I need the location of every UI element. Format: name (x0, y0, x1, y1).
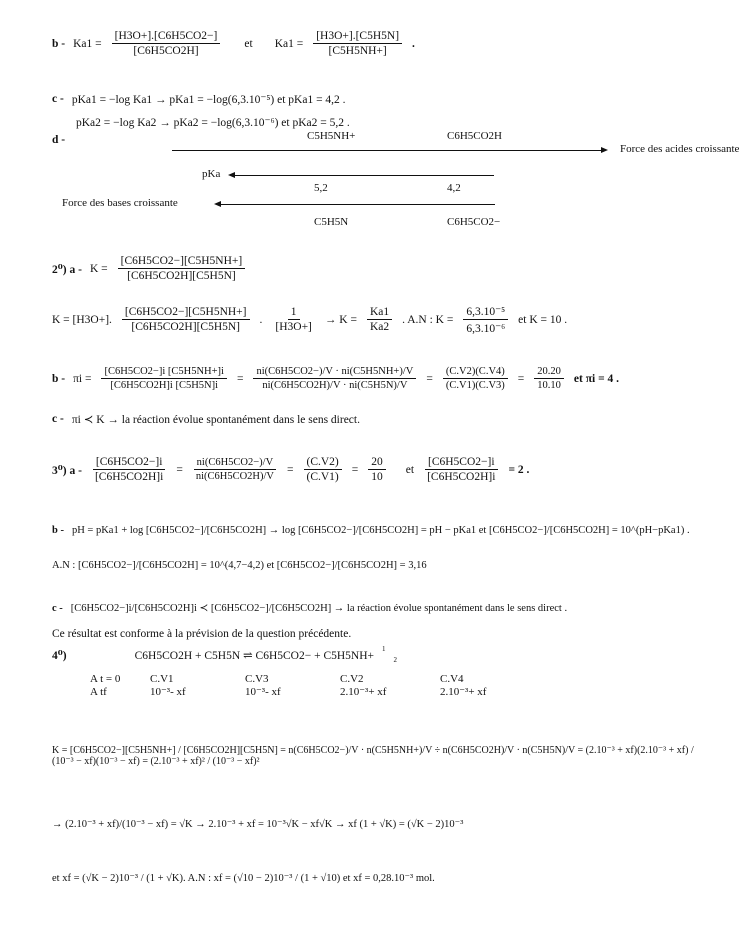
pi-fraction (101, 366, 226, 391)
base-strength-arrow (220, 204, 495, 205)
q4-sqrt-line (52, 818, 700, 830)
ka-ratio-den: Ka2 (369, 321, 390, 333)
pka-axis-label: pKa (202, 168, 221, 180)
question-label: 2⁰) a - (52, 263, 82, 276)
table-cell: C.V2 (340, 672, 364, 685)
pi-result: et πi = 4 . (573, 372, 620, 385)
pka1-text: pKa1 = −log Ka1 → pKa1 = −log(6,3.10⁻⁵) et pKa1 = 4,2 . (71, 94, 346, 106)
q3-ratio-fraction-2 (424, 456, 498, 483)
q3-val-den: 10 (371, 471, 383, 483)
part-label: b - (52, 372, 66, 385)
pi-moles-num: ni(C6H5CO2−)/V · ni(C5H5NH+)/V (253, 366, 416, 379)
q4-k-expression (52, 745, 712, 767)
table-cell: A t = 0 (90, 672, 121, 685)
base-strength-caption: Force des bases croissante (62, 197, 178, 209)
q4-equation (135, 648, 374, 662)
part-label: c - (52, 413, 64, 425)
part-label: c - (52, 93, 64, 105)
et-connector: et (244, 37, 253, 50)
pi-val-fraction (534, 366, 564, 391)
k2-an-fraction (463, 304, 508, 335)
ka-ratio (367, 306, 392, 333)
q3-val-fraction (368, 456, 386, 483)
k2-lhs: K = [H3O+]. (52, 313, 112, 326)
ka1-lhs: Ka1 = (73, 37, 102, 50)
q2a-k-derivation (52, 304, 700, 335)
acid-strength-caption: Force des acides croissante (620, 143, 739, 155)
q4-equation-text: C6H5CO2H + C5H5N ⇌ C6H5CO2− + C5H5NH+ (134, 650, 375, 662)
q3-moles-fraction (193, 457, 277, 482)
base-right-label: C6H5CO2− (447, 216, 501, 228)
pka1-line (52, 92, 700, 106)
table-cell: A tf (90, 685, 107, 698)
table-cell: 10⁻³- xf (150, 686, 186, 698)
ka1-denominator: [C6H5CO2H] (133, 45, 199, 57)
part-label: c - (52, 602, 63, 614)
pi-val-den: 10.10 (537, 380, 561, 391)
k2-an-label: . A.N : K = (402, 313, 454, 326)
q4-k-text: K = [C6H5CO2−][C5H5NH+] / [C6H5CO2H][C5H5N] = n(C6H5CO2−)/V · n(C5H5NH+)/V ÷ n(C6H5CO2H)/V · n(C5H5N)/V = (2.10⁻³ + xf)(2.10⁻³ + xf) / (10⁻³ − xf)(10⁻³ − xf) = (2.10⁻³ + xf)² / (10⁻³ − xf)² (52, 745, 694, 767)
pi-cv-fraction (443, 366, 508, 391)
table-cell: 2.10⁻³+ xf (340, 686, 387, 698)
ka2-lhs: Ka1 = (274, 37, 304, 50)
pka-value-left: 5,2 (314, 182, 328, 194)
pka-value-right: 4,2 (447, 182, 461, 194)
table-cell: C.V4 (440, 672, 464, 685)
pi-val-num: 20.20 (534, 366, 564, 379)
q3-conclusion-text: Ce résultat est conforme à la prévision de la question précédente. (52, 628, 352, 640)
q4-final-text: et xf = (√K − 2)10⁻³ / (1 + √K). A.N : xf = (√10 − 2)10⁻³ / (1 + √10) et xf = 0,28.10⁻³ mol. (52, 873, 435, 884)
q3c-text: [C6H5CO2−]i/[C6H5CO2H]i ≺ [C6H5CO2−]/[C6H5CO2H] → la réaction évolue spontanément dans le sens direct . (70, 603, 568, 614)
ka1-numerator: [H3O+].[C6H5CO2−] (112, 30, 221, 44)
pi-cv-den: (C.V1)(C.V3) (445, 380, 505, 391)
q2a-k-def (52, 255, 700, 282)
q3a: 3⁰) a - $\frac{[C6H5CO2-]i}{[C6H5CO2H]i}$ = $\frac{ni(C6H5CO2-)/V}{ni(C6H5CO2H)/V}$ = $\frac{(C.V2)}{(C.V1)}$ = $\frac{20}{10}$ et $\frac{[C6H5CO2-]i}{[C6H5CO2H]i}$ = 2 . (52, 456, 530, 483)
q3b (52, 525, 700, 536)
base-left-label: C5H5N (314, 216, 349, 228)
q3-cv-num: (C.V2) (304, 456, 342, 470)
pi-moles-den: ni(C6H5CO2H)/V · ni(C5H5N)/V (262, 380, 408, 391)
pi-moles-fraction (253, 366, 416, 391)
q3-ratio-den: [C6H5CO2H]i (94, 471, 164, 483)
q3-ratio-den-2: [C6H5CO2H]i (427, 471, 496, 483)
ka1-fraction (112, 30, 221, 57)
table-row (90, 685, 560, 698)
k-result: et K = 10 . (518, 313, 568, 326)
pka2-text: pKa2 = −log Ka2 → pKa2 = −log(6,3.10⁻⁶) et pKa2 = 5,2 . (76, 117, 350, 129)
pka-axis (234, 175, 494, 176)
q3-ratio-num: [C6H5CO2−]i (93, 456, 166, 470)
table-cell: 2.10⁻³+ xf (440, 686, 487, 698)
q4-arrow-top: 1 (382, 645, 386, 653)
q3-ratio-num-2: [C6H5CO2−]i (425, 456, 498, 470)
q4-final-line (52, 872, 700, 884)
q3-cv-den: (C.V1) (306, 471, 339, 483)
q4-arrow-bottom: 2 (393, 656, 398, 664)
part-label: b - (52, 525, 64, 536)
k2-fraction (122, 306, 250, 333)
k2-dot: . (259, 313, 263, 326)
k2-arrow: → K = (324, 313, 357, 326)
k-denominator: [C6H5CO2H][C5H5N] (127, 270, 236, 282)
k2-inverse-den: [H3O+] (275, 321, 312, 333)
k2-an-num: 6,3.10⁻⁵ (463, 304, 508, 320)
acid-left-label: C5H5NH+ (307, 130, 356, 142)
q3b-an-text: A.N : [C6H5CO2−]/[C6H5CO2H] = 10^(4,7−4,2) et [C6H5CO2−]/[C6H5CO2H] = 3,16 (52, 560, 427, 571)
part-label: b - (52, 37, 66, 50)
part-label: d - (52, 134, 66, 146)
q3-moles-num: ni(C6H5CO2−)/V (194, 457, 277, 470)
q3-cv-fraction (304, 456, 342, 483)
q4-equation-row (52, 645, 700, 664)
k2-inverse-num: 1 (288, 306, 300, 320)
ka2-fraction (313, 30, 402, 57)
k-fraction (118, 255, 246, 282)
k-numerator: [C6H5CO2−][C5H5NH+] (118, 255, 246, 269)
pi-lhs: πi = (73, 372, 92, 385)
pi-numerator: [C6H5CO2−]i [C5H5NH+]i (101, 366, 226, 379)
question-label: 4⁰) (52, 650, 67, 662)
q2c-text: πi ≺ K → la réaction évolue spontanément dans le sens direct. (71, 414, 360, 426)
k2-an-den: 6,3.10⁻⁶ (466, 323, 506, 335)
q2b-pi: b - πi = $\frac{[C6H5CO2-]i [C5H5NH+]i}{[C6H5CO2H]i [C5H5N]i}$ = $\frac{ni(C6H5CO2-)/V \cdot ni(C5H5NH+)/V}{ni(C6H5CO2H)/V \cdot ni(C5H5N)/V}$ = $\frac{(C.V2)(C.V4)}{(C.V1)(C.V3)}$ = $\frac{20.20}{10.10}$ et πi = 4 . (52, 366, 620, 391)
ka2-numerator: [H3O+].[C5H5N] (313, 30, 402, 44)
q3-conclusion (52, 628, 700, 640)
table-row (90, 672, 560, 685)
acid-strength-arrow (172, 150, 602, 151)
q3-result: = 2 . (508, 463, 530, 476)
k-lhs: K = (89, 262, 108, 275)
table-cell: 10⁻³- xf (245, 686, 281, 698)
acid-right-label: C6H5CO2H (447, 130, 503, 142)
q4-sqrt-text: → (2.10⁻³ + xf)/(10⁻³ − xf) = √K → 2.10⁻³ + xf = 10⁻³√K − xf√K → xf (1 + √K) = (√K − 2)10⁻³ (52, 819, 464, 830)
k2-denominator: [C6H5CO2H][C5H5N] (131, 321, 241, 333)
ka2-denominator: [C5H5NH+] (328, 45, 387, 57)
q2c (52, 412, 700, 426)
ka-definitions: b - Ka1 = $\frac{[H3O+].[C6H5CO2-]}{[C6H5CO2H]}$ et Ka1 = $\frac{[H3O+].[C5H5N]}{[C5H5NH+]}$ . (52, 30, 415, 57)
pi-cv-num: (C.V2)(C.V4) (443, 366, 508, 379)
k2-inverse-fraction (272, 306, 315, 333)
ka-ratio-num: Ka1 (367, 306, 392, 320)
progress-table (90, 672, 560, 698)
k2-numerator: [C6H5CO2−][C5H5NH+] (122, 306, 250, 320)
table-cell: C.V1 (150, 672, 174, 685)
table-cell: C.V3 (245, 672, 269, 685)
pka2-line (76, 115, 700, 129)
question-label: 3⁰) a - (52, 464, 82, 477)
q3-ratio-fraction (92, 456, 166, 483)
q3c (52, 602, 700, 614)
q3b-an (52, 560, 700, 571)
q3-moles-den: ni(C6H5CO2H)/V (195, 471, 274, 482)
pi-denominator: [C6H5CO2H]i [C5H5N]i (110, 380, 219, 391)
q3b-text: pH = pKa1 + log [C6H5CO2−]/[C6H5CO2H] → log [C6H5CO2−]/[C6H5CO2H] = pH − pKa1 et [C6H5CO2−]/[C6H5CO2H] = 10^(pH−pKa1) . (71, 525, 690, 536)
acid-base-scale (52, 130, 739, 240)
q3-val-num: 20 (368, 456, 386, 470)
